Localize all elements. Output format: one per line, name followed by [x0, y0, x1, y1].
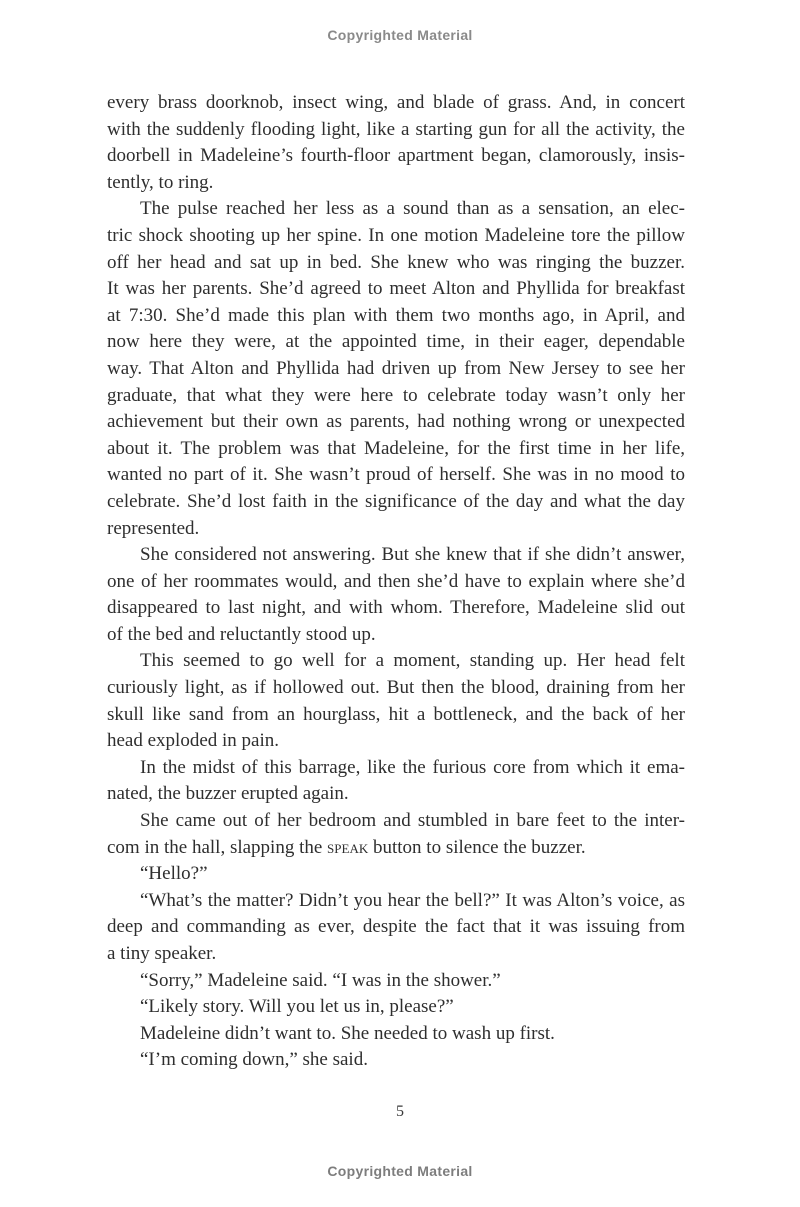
text-line: She came out of her bedroom and stumbled in bare feet to the inter- — [140, 810, 685, 832]
text-line: head exploded in pain. — [107, 730, 280, 752]
paragraph — [107, 888, 685, 968]
page-number: 5 — [396, 1103, 404, 1120]
text-line: one of her roommates would, and then she’d have to explain where she’d — [107, 570, 685, 592]
text-line: deep and commanding as ever, despite the fact that it was issuing from — [107, 916, 685, 938]
text-line: disappeared to last night, and with whom. Therefore, Madeleine slid out — [107, 597, 685, 619]
text-block — [107, 90, 685, 1074]
text-line: “What’s the matter? Didn’t you hear the bell?” It was Alton’s voice, as — [140, 889, 685, 911]
smallcaps-word: speak — [327, 836, 369, 858]
text-line: graduate, that what they were here to celebrate today wasn’t only her — [107, 384, 685, 406]
paragraph — [107, 808, 685, 861]
paragraph — [107, 1021, 685, 1048]
text-line: of the bed and reluctantly stood up. — [107, 623, 376, 645]
text-line: skull like sand from an hourglass, hit a bottleneck, and the back of her — [107, 703, 685, 725]
text-line: nated, the buzzer erupted again. — [107, 783, 349, 805]
text-line: She considered not answering. But she knew that if she didn’t answer, — [140, 544, 685, 566]
paragraph — [107, 861, 685, 888]
text-line: “Sorry,” Madeleine said. “I was in the shower.” — [140, 969, 501, 991]
text-line: about it. The problem was that Madeleine, for the first time in her life, — [107, 437, 685, 459]
text-line: achievement but their own as parents, had nothing wrong or unexpected — [107, 411, 685, 433]
paragraph — [107, 1047, 685, 1074]
text-line: tric shock shooting up her spine. In one motion Madeleine tore the pillow — [107, 224, 685, 246]
text-line: celebrate. She’d lost faith in the significance of the day and what the day — [107, 490, 685, 512]
text-line: now here they were, at the appointed time, in their eager, dependable — [107, 331, 685, 353]
text-line: represented. — [107, 517, 200, 539]
text-line: a tiny speaker. — [107, 943, 217, 964]
paragraph — [107, 755, 685, 808]
text-line: It was her parents. She’d agreed to meet Alton and Phyllida for breakfast — [107, 278, 685, 300]
text-line: wanted no part of it. She wasn’t proud of herself. She was in no mood to — [107, 464, 685, 486]
text-line: The pulse reached her less as a sound than as a sensation, an elec- — [140, 198, 685, 220]
paragraph — [107, 648, 685, 754]
text-line: every brass doorknob, insect wing, and blade of grass. And, in concert — [107, 92, 685, 113]
paragraph — [107, 542, 685, 648]
text-line: “Likely story. Will you let us in, please?” — [140, 996, 454, 1018]
text-line: at 7:30. She’d made this plan with them two months ago, in April, and — [107, 304, 685, 326]
text-line: “I’m coming down,” she said. — [140, 1049, 368, 1071]
text-line: doorbell in Madeleine’s fourth-floor apartment began, clamorously, insis- — [107, 145, 685, 167]
text-line: curiously light, as if hollowed out. But then the blood, draining from her — [107, 677, 685, 699]
text-line: “Hello?” — [140, 863, 208, 885]
text-line: off her head and sat up in bed. She knew who was ringing the buzzer. — [107, 251, 685, 273]
header-copyright-notice: Copyrighted Material — [327, 27, 473, 43]
text-line: This seemed to go well for a moment, standing up. Her head felt — [140, 650, 685, 672]
footer-copyright-notice: Copyrighted Material — [327, 1163, 473, 1179]
text-line: tently, to ring. — [107, 171, 214, 193]
text-line: In the midst of this barrage, like the furious core from which it ema- — [140, 756, 685, 778]
text-line: with the suddenly flooding light, like a starting gun for all the activity, the — [107, 118, 685, 140]
paragraph — [107, 90, 685, 196]
text-line: com in the hall, slapping the speak button to silence the buzzer. — [107, 836, 586, 858]
paragraph — [107, 994, 685, 1021]
paragraph — [107, 196, 685, 542]
text-line: Madeleine didn’t want to. She needed to wash up first. — [140, 1022, 555, 1044]
paragraph — [107, 968, 685, 995]
text-line: way. That Alton and Phyllida had driven up from New Jersey to see her — [107, 357, 685, 379]
